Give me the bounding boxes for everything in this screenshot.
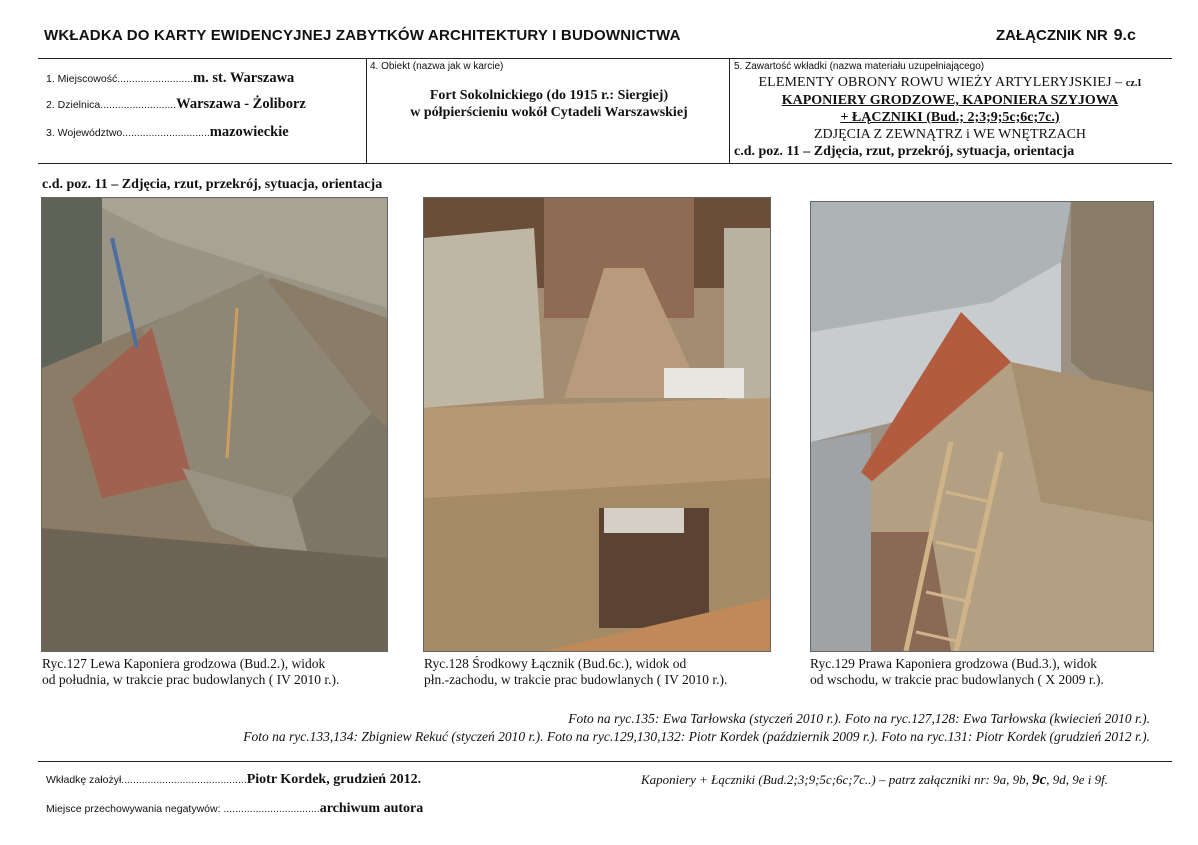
footer-rule xyxy=(38,761,1172,762)
photo-credits-line2: Foto na ryc.133,134: Zbigniew Rekuć (styczeń 2010 r.). Foto na ryc.129,130,132: Piotr Kordek (październik 2009 r.). Foto na ryc.131: Piotr Kordek (grudzień 2012 r.). xyxy=(243,729,1150,744)
contents-line1-text: ELEMENTY OBRONY ROWU WIEŻY ARTYLERYJSKIEJ – xyxy=(758,75,1123,90)
object-name-line2: w półpierścieniu wokół Cytadeli Warszawskiej xyxy=(410,105,688,120)
contents-line3: + ŁĄCZNIKI (Bud.; 2;3;9;5c;6c;7c.) xyxy=(840,110,1060,125)
footer-ref-prefix: Kaponiery + Łączniki (Bud.2;3;9;5c;6c;7c..) – patrz załączniki nr: 9a, 9b, xyxy=(640,772,1029,787)
photo-ryc127 xyxy=(41,197,388,652)
contents-label: 5. Zawartość wkładki (nazwa materiału uzupełniającego) xyxy=(734,61,985,72)
contents-line5: c.d. poz. 11 – Zdjęcia, rzut, przekrój, sytuacja, orientacja xyxy=(734,144,1075,159)
contents-line1 xyxy=(730,74,1170,92)
contents-description xyxy=(730,74,1170,160)
annex-label: ZAŁĄCZNIK NR xyxy=(996,27,1108,44)
footer-ref-current: 9c xyxy=(1032,772,1047,788)
photo-ryc128-image xyxy=(424,198,770,651)
footer-storage xyxy=(46,801,423,817)
field-district-dots: .......................... xyxy=(100,99,177,111)
photo-ryc129 xyxy=(810,201,1154,652)
footer-author-dots: ........................................... xyxy=(121,774,247,786)
contents-line2: KAPONIERY GRODZOWE, KAPONIERA SZYJOWA xyxy=(781,93,1119,108)
caption-ryc128-line2: płn.-zachodu, w trakcie prac budowlanych ( IV 2010 r.). xyxy=(424,672,728,687)
footer-storage-dots: ................................. xyxy=(220,803,320,815)
field-district-value: Warszawa - Żoliborz xyxy=(176,96,306,112)
field-district xyxy=(46,96,306,113)
object-name xyxy=(370,87,728,121)
footer-author-label: Wkładkę założył xyxy=(46,774,122,786)
caption-ryc128-line1: Ryc.128 Środkowy Łącznik (Bud.6c.), widok od xyxy=(424,656,687,671)
contents-part: cz.I xyxy=(1125,78,1142,89)
field-voivodeship-dots: .............................. xyxy=(122,127,210,139)
object-label: 4. Obiekt (nazwa jak w karcie) xyxy=(370,61,504,72)
footer-author xyxy=(46,772,421,788)
header-top-rule xyxy=(38,58,1172,59)
footer-author-value: Piotr Kordek, grudzień 2012. xyxy=(246,772,422,787)
photo-ryc129-image xyxy=(811,202,1153,651)
document-title: WKŁADKA DO KARTY EWIDENCYJNEJ ZABYTKÓW ARCHITEKTURY I BUDOWNICTWA xyxy=(44,27,681,44)
caption-ryc129-line2: od wschodu, w trakcie prac budowlanych ( X 2009 r.). xyxy=(810,672,1104,687)
field-district-label: 2. Dzielnica xyxy=(46,99,101,111)
field-voivodeship-label: 3. Województwo xyxy=(46,127,123,139)
field-locality-dots: .......................... xyxy=(117,73,194,85)
caption-ryc129-line1: Ryc.129 Prawa Kaponiera grodzowa (Bud.3.), widok xyxy=(810,656,1098,671)
field-voivodeship xyxy=(46,124,289,141)
footer-ref-suffix: , 9d, 9e i 9f. xyxy=(1046,772,1108,787)
caption-ryc127 xyxy=(42,656,339,688)
annex-value: 9.c xyxy=(1113,27,1136,44)
section-heading: c.d. poz. 11 – Zdjęcia, rzut, przekrój, sytuacja, orientacja xyxy=(42,177,383,192)
photo-credits-line1: Foto na ryc.135: Ewa Tarłowska (styczeń 2010 r.). Foto na ryc.127,128: Ewa Tarłowska (kwiecień 2010 r.). xyxy=(568,711,1150,726)
caption-ryc127-line2: od południa, w trakcie prac budowlanych ( IV 2010 r.). xyxy=(42,672,340,687)
header-bottom-rule xyxy=(38,163,1172,164)
photo-ryc128 xyxy=(423,197,771,652)
field-locality-value: m. st. Warszawa xyxy=(193,70,295,86)
field-locality-label: 1. Miejscowość xyxy=(46,73,118,85)
photo-ryc127-image xyxy=(42,198,387,651)
footer-annex-references xyxy=(641,772,1108,789)
footer-storage-value: archiwum autora xyxy=(319,801,424,816)
object-name-line1: Fort Sokolnickiego (do 1915 r.: Siergiej) xyxy=(429,88,669,103)
caption-ryc129 xyxy=(810,656,1104,688)
caption-ryc127-line1: Ryc.127 Lewa Kaponiera grodzowa (Bud.2.), widok xyxy=(42,656,326,671)
contents-line4: ZDJĘCIA Z ZEWNĄTRZ i WE WNĘTRZACH xyxy=(813,127,1087,142)
header-divider-1 xyxy=(366,58,367,163)
annex-number xyxy=(996,27,1136,45)
caption-ryc128 xyxy=(424,656,727,688)
field-locality xyxy=(46,70,294,87)
field-voivodeship-value: mazowieckie xyxy=(209,124,289,140)
footer-storage-label: Miejsce przechowywania negatywów: xyxy=(46,803,221,815)
